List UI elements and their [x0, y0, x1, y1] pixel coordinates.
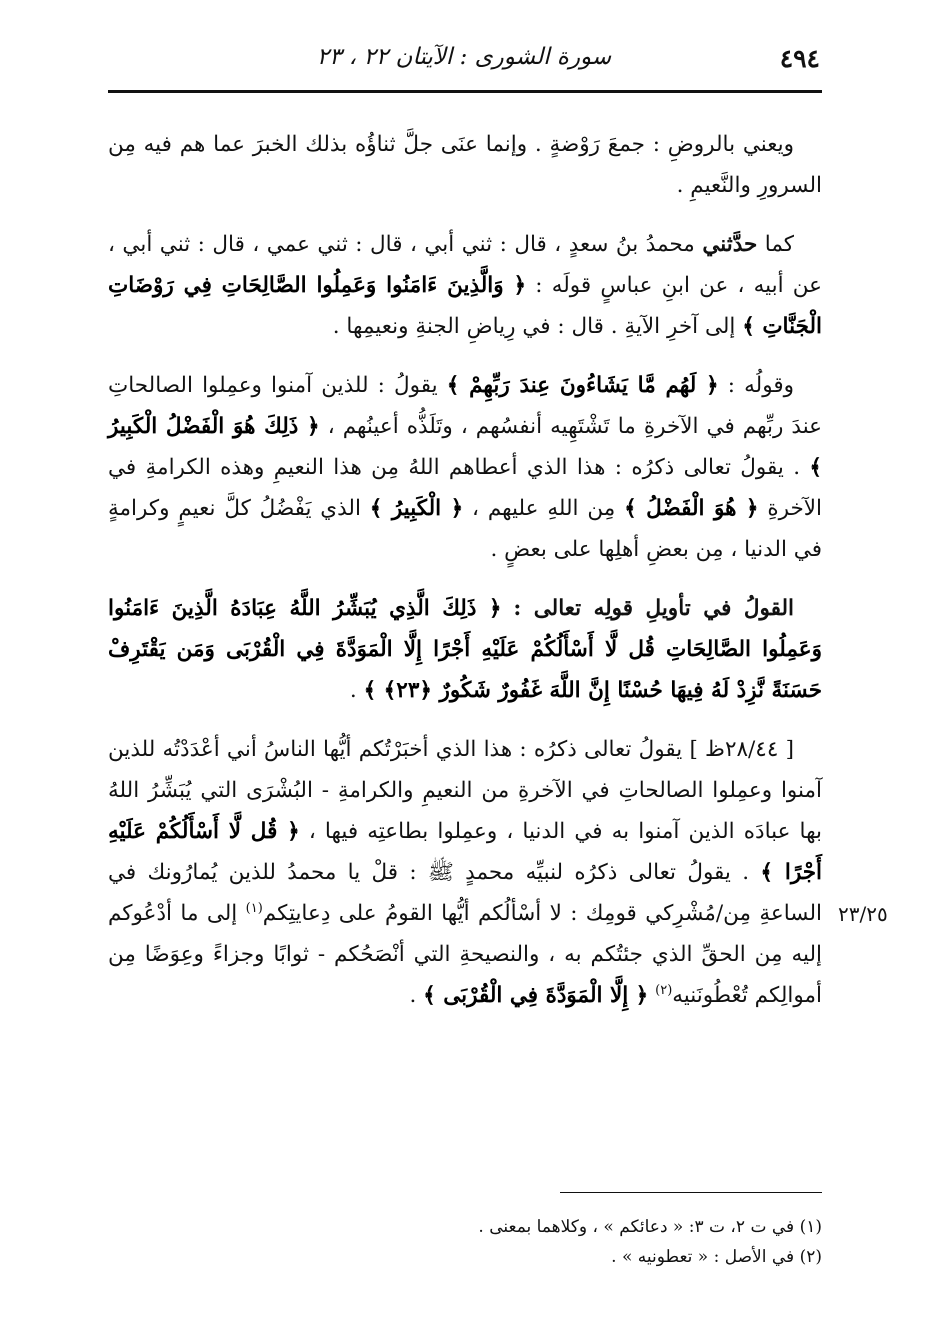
lead-phrase: القولُ في تأويلِ قولِه تعالى : [513, 596, 794, 621]
paragraph [108, 124, 822, 206]
footnote-marker: (٢) [655, 982, 673, 998]
text-run: [ ٢٨/٤٤ظ ] يقولُ تعالى ذكرُه : هذا الذي أخبَرْتُكم أيُّها الناسُ أني أعْدَدْتُه للذين آمنوا وعمِلوا الصالحاتِ في الآخرةِ من النعيمِ والكرامةِ - البُشْرَى التي يُبَشِّرُ اللهُ بها عبادَه الذين آمنوا به في الدنيا ، وعمِلوا بطاعتِه فيها ، [108, 737, 822, 844]
footnote-rule [560, 1192, 822, 1193]
quran-quote: ﴿ لَهُم مَّا يَشَاءُونَ عِندَ رَبِّهِمْ ﴾ [446, 373, 719, 398]
text-run: إلى ما أدْعُوكم إليه مِن الحقِّ الذي جئتُكم به ، والنصيحةِ التي أنْصَحُكم - ثوابًا وجزاءً وعِوَضًا مِن أموالِكم تُعْطُونَنيه [108, 901, 822, 1008]
paragraph [108, 588, 822, 711]
text-run: يقولُ : للذين آمنوا وعمِلوا الصالحاتِ عندَ ربِّهم في الآخرةِ ما تَشْتَهِيه أنفسُهم ، وتَلَذُّه أعينُهم ، [108, 373, 823, 439]
margin-reference: ٢٣/٢٥ [838, 902, 888, 926]
quran-quote: ﴿ إِلَّا الْمَوَدَّةَ فِي الْقُرْبَى ﴾ [423, 983, 649, 1008]
text-run: ويعني بالروضِ : جمعَ رَوْضةٍ . وإنما عنَى جلَّ ثناؤُه بذلك الخبرَ عما هم فيه مِن السرورِ والنَّعيمِ . [108, 132, 822, 198]
paragraph [108, 365, 822, 570]
footnote-marker: (١) [245, 900, 263, 916]
text-run: الذي يَفْضُلُ كلَّ نعيمٍ وكرامةٍ في الدنيا ، مِن بعضِ أهلِها على بعضٍ . [108, 496, 822, 562]
running-title: سورة الشورى : الآيتان ٢٢ ، ٢٣ [316, 44, 612, 70]
quran-quote: ﴿ وَالَّذِينَ ءَامَنُوا وَعَمِلُوا الصَّالِحَاتِ فِي رَوْضَاتِ الْجَنَّاتِ ﴾ [108, 273, 822, 339]
quran-quote: ﴿ ذَلِكَ هُوَ الْفَضْلُ الْكَبِيرُ ﴾ [108, 414, 822, 480]
text-run: . يقولُ تعالى ذكرُه لنبيِّه محمدٍ ﷺ : قلْ يا محمدُ للذين يُمارُونك في الساعةِ مِن/مُشْرِكي قومِك : لا أسْألُكم أيُّها القومُ على دِعايتِكم [108, 860, 823, 926]
footnote-1: (١) في ت ٢، ت ٣: « دعائكم » ، وكلاهما بمعنى . [478, 1217, 822, 1237]
text-run: محمدُ بنُ سعدٍ ، قال : ثني أبي ، قال : ثني عمي ، قال : ثني أبي ، عن أبيه ، عن ابنِ عباسٍ قولَه : [108, 232, 822, 298]
text-run: وقولُه : [718, 373, 794, 398]
text-run [502, 596, 514, 621]
paragraph [108, 729, 822, 1016]
quran-quote: ﴿ ذَلِكَ الَّذِي يُبَشِّرُ اللَّهُ عِبَادَهُ الَّذِينَ ءَامَنُوا وَعَمِلُوا الصَّالِحَاتِ قُل لَّا أَسْأَلُكُمْ عَلَيْهِ أَجْرًا إِلَّا الْمَوَدَّةَ فِي الْقُرْبَى وَمَن يَقْتَرِفْ حَسَنَةً نَّزِدْ لَهُ فِيهَا حُسْنًا إِنَّ اللَّهَ غَفُورٌ شَكُورٌ ﴿٢٣﴾ ﴾ [108, 596, 822, 703]
quran-quote: ﴿ قُل لَّا أَسْأَلُكُمْ عَلَيْهِ أَجْرًا ﴾ [108, 819, 822, 885]
text-run: إلى آخرِ الآيةِ . قال : في رِياضِ الجنةِ ونعيمِها . [332, 314, 743, 339]
page-number: ٤٩٤ [779, 44, 820, 73]
page-header [108, 34, 820, 86]
footnotes [108, 1212, 822, 1272]
quran-quote: ﴿ هُوَ الْفَضْلُ ﴾ [624, 496, 759, 521]
footnote-2: (٢) في الأصل : « تعطونيه » . [611, 1247, 822, 1267]
text-run: . [409, 983, 424, 1008]
text-run: . يقولُ تعالى ذكرُه : هذا الذي أعطاهم اللهُ مِن هذا النعيمِ وهذه الكرامةِ في الآخرةِ [108, 455, 822, 521]
paragraph [108, 224, 822, 347]
text-run: كما [757, 232, 794, 257]
header-rule [108, 90, 822, 93]
quran-quote: ﴿ الْكَبِيرُ ﴾ [369, 496, 464, 521]
lead-phrase: حدَّثني [702, 232, 758, 257]
text-run: . [349, 678, 364, 703]
text-run: مِن اللهِ عليهم ، [463, 496, 625, 521]
body-text [108, 124, 822, 1034]
